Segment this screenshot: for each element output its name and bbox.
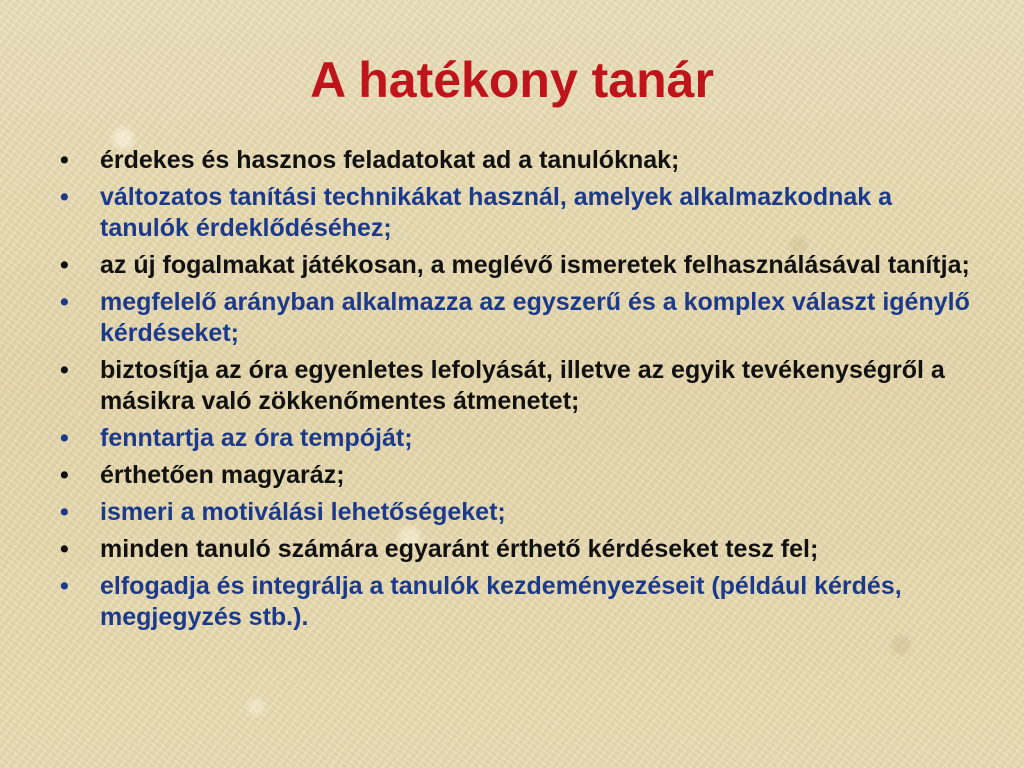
bullet-text: fenntartja az óra tempóját; xyxy=(100,424,413,452)
bullet-item xyxy=(60,355,980,417)
bullet-text: minden tanuló számára egyaránt érthető kérdéseket tesz fel; xyxy=(100,535,819,563)
bullet-item xyxy=(60,145,980,176)
bullet-item xyxy=(60,534,980,565)
bullet-text: ismeri a motiválási lehetőségeket; xyxy=(100,498,506,526)
bullet-dot-icon: • xyxy=(60,572,69,600)
bullet-text: változatos tanítási technikákat használ, amelyek alkalmazkodnak a tanulók érdeklődéséhez; xyxy=(100,183,893,242)
bullet-item xyxy=(60,460,980,491)
bullet-dot-icon: • xyxy=(60,146,69,174)
bullet-item xyxy=(60,423,980,454)
bullet-dot-icon: • xyxy=(60,356,69,384)
bullet-dot-icon: • xyxy=(60,498,69,526)
bullet-text: érthetően magyaráz; xyxy=(100,461,345,489)
bullet-dot-icon: • xyxy=(60,424,69,452)
bullet-text: elfogadja és integrálja a tanulók kezdeményezéseit (például kérdés, megjegyzés stb.). xyxy=(100,572,902,631)
bullet-text: az új fogalmakat játékosan, a meglévő ismeretek felhasználásával tanítja; xyxy=(100,251,970,279)
bullet-dot-icon: • xyxy=(60,461,69,489)
bullet-text: megfelelő arányban alkalmazza az egyszerű és a komplex választ igénylő kérdéseket; xyxy=(100,288,970,347)
bullet-dot-icon: • xyxy=(60,251,69,279)
bullet-item xyxy=(60,250,980,281)
bullet-text: biztosítja az óra egyenletes lefolyását, illetve az egyik tevékenységről a másikra való zökkenőmentes átmenetet; xyxy=(100,356,945,415)
bullet-item xyxy=(60,571,980,633)
bullet-dot-icon: • xyxy=(60,535,69,563)
bullet-item xyxy=(60,287,980,349)
bullet-dot-icon: • xyxy=(60,183,69,211)
bullet-item xyxy=(60,182,980,244)
bullet-list xyxy=(60,145,980,639)
bullet-dot-icon: • xyxy=(60,288,69,316)
bullet-text: érdekes és hasznos feladatokat ad a tanulóknak; xyxy=(100,146,680,174)
bullet-item xyxy=(60,497,980,528)
slide-title: A hatékony tanár xyxy=(310,52,714,108)
